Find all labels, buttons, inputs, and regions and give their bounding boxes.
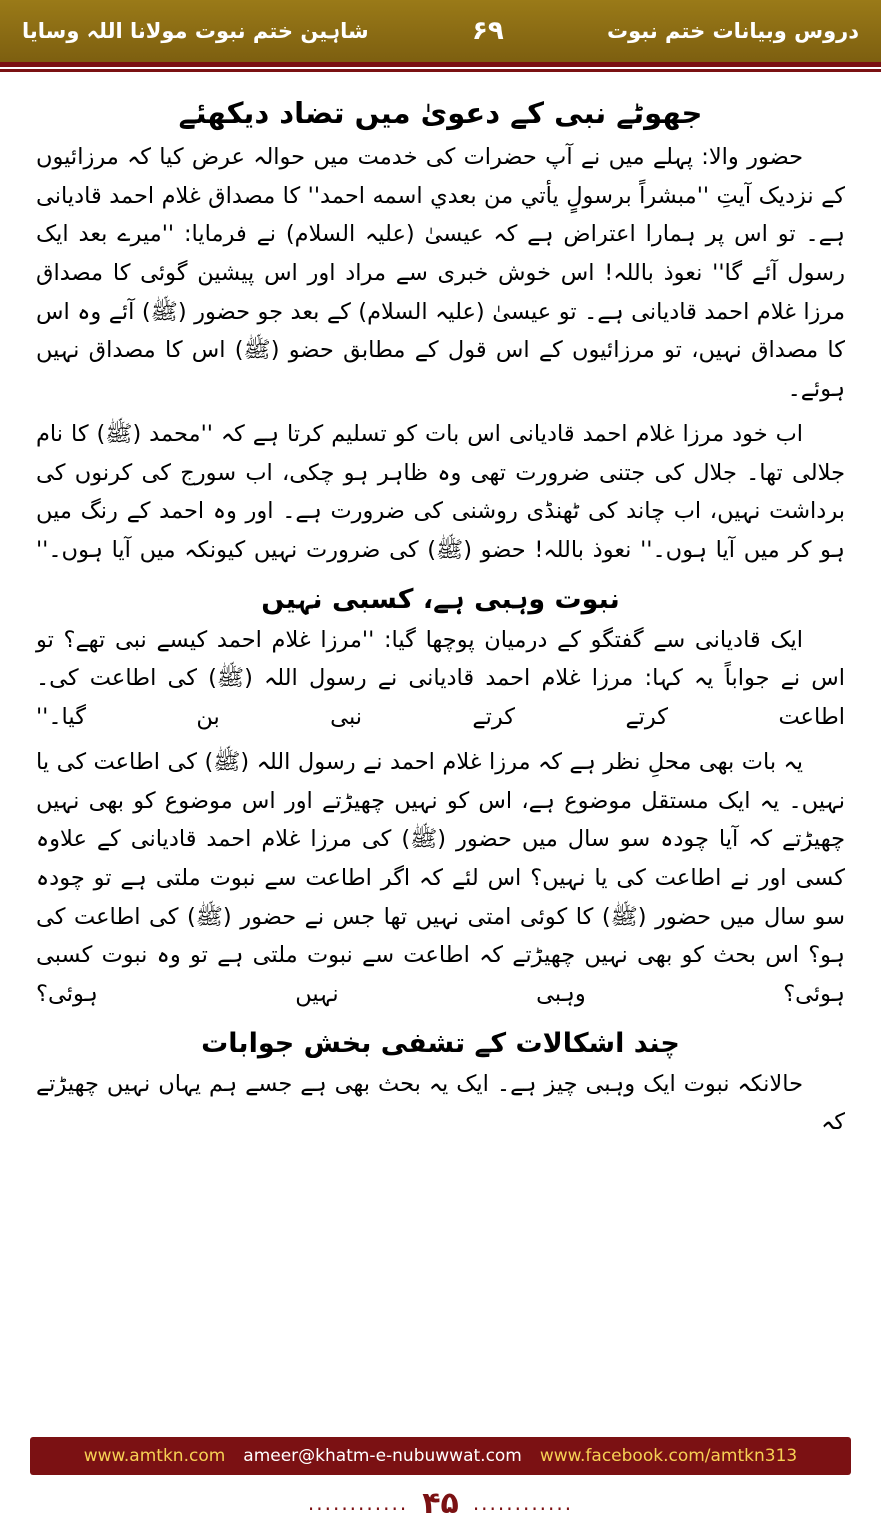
footer-email-link[interactable]: ameer@khatm-e-nubuwwat.com xyxy=(243,1446,522,1466)
header-chapter-number: ۶۹ xyxy=(471,16,504,46)
footer-dots-right: ............ xyxy=(472,1491,574,1515)
footer-facebook-link[interactable]: www.facebook.com/amtkn313 xyxy=(539,1446,798,1466)
footer-page-number-row xyxy=(0,1475,881,1531)
header-left-title: شاہین ختم نبوت مولانا اللہ وسایا xyxy=(22,19,369,43)
footer-website-link[interactable]: www.amtkn.com xyxy=(83,1446,226,1466)
paragraph: اب خود مرزا غلام احمد قادیانی اس بات کو تسلیم کرتا ہے کہ ''محمد (ﷺ) کا نام جلالی تھا۔ جلال کی جتنی ضرورت تھی وہ ظاہر ہو چکی، اب سورج کی کرنوں کی برداشت نہیں، اب چاند کی ٹھنڈی روشنی کی ضرورت ہے۔ اور وہ احمد کے رنگ میں ہو کر میں آیا ہوں۔'' نعوذ باللہ! حضو (ﷺ) کی ضرورت نہیں کیونکہ میں آیا ہوں۔'' xyxy=(36,420,845,563)
paragraph: ایک قادیانی سے گفتگو کے درمیان پوچھا گیا: ''مرزا غلام احمد کیسے نبی تھے؟ تو اس نے جواباً یہ کہا: مرزا غلام احمد قادیانی نے رسول اللہ (ﷺ) کی اطاعت کی۔ اطاعت کرتے کرتے نبی بن گیا۔'' xyxy=(36,626,845,731)
page-footer xyxy=(0,1437,881,1531)
paragraph: حالانکہ نبوت ایک وہبی چیز ہے۔ ایک یہ بحث بھی ہے جسے ہم یہاں نہیں چھیڑتے کہ xyxy=(36,1070,845,1136)
page-number: ۴۵ xyxy=(422,1485,459,1521)
paragraph: یہ بات بھی محلِ نظر ہے کہ مرزا غلام احمد نے رسول اللہ (ﷺ) کی اطاعت کی یا نہیں۔ یہ ایک مستقل موضوع ہے، اس کو نہیں چھیڑتے اور اس موضوع کو بھی نہیں چھیڑتے کہ آیا چودہ سو سال میں حضور (ﷺ) کی مرزا غلام احمد قادیانی کے علاوہ کسی اور نے اطاعت کی یا نہیں؟ اس لئے کہ اگر اطاعت سے نبوت ملتی ہے تو چودہ سو سال میں حضور (ﷺ) کا کوئی امتی نہیں تھا جس نے حضور (ﷺ) کی اطاعت کی ہو؟ اس بحث کو بھی نہیں چھیڑتے کہ اطاعت سے نبوت ملتی ہے تو وہ نبوت کسبی ہوئی؟ وہبی نہیں ہوئی؟ xyxy=(36,748,845,1007)
paragraph: حضور والا: پہلے میں نے آپ حضرات کی خدمت میں حوالہ عرض کیا کہ مرزائیوں کے نزدیک آیتِ ''مبشراً برسولٍ یأتي من بعدي اسمه احمد'' کا مصداق غلام احمد قادیانی ہے۔ تو اس پر ہمارا اعتراض ہے کہ عیسیٰ (علیہ السلام) نے فرمایا: ''میرے بعد ایک رسول آئے گا'' نعوذ باللہ! اس خوش خبری سے مراد اور اس پیشین گوئی کا مصداق مرزا غلام احمد قادیانی ہے۔ تو عیسیٰ (علیہ السلام) کے بعد جو حضور (ﷺ) آئے وہ اس کا مصداق نہیں، تو مرزائیوں کے اس قول کے مطابق حضو (ﷺ) اس کا مصداق نہیں ہوئے۔ xyxy=(36,144,845,403)
header-right-title: دروس وبیانات ختم نبوت xyxy=(607,19,859,43)
section-heading-3: چند اشکالات کے تشفی بخش جوابات xyxy=(201,1027,680,1059)
section-heading-2: نبوت وہبی ہے، کسبی نہیں xyxy=(261,583,620,615)
page-content xyxy=(0,72,881,1142)
footer-links-bar xyxy=(30,1437,851,1475)
page-header xyxy=(0,0,881,62)
footer-dots-left: ............ xyxy=(307,1491,409,1515)
section-heading-1: جھوٹے نبی کے دعویٰ میں تضاد دیکھئے xyxy=(178,96,703,130)
